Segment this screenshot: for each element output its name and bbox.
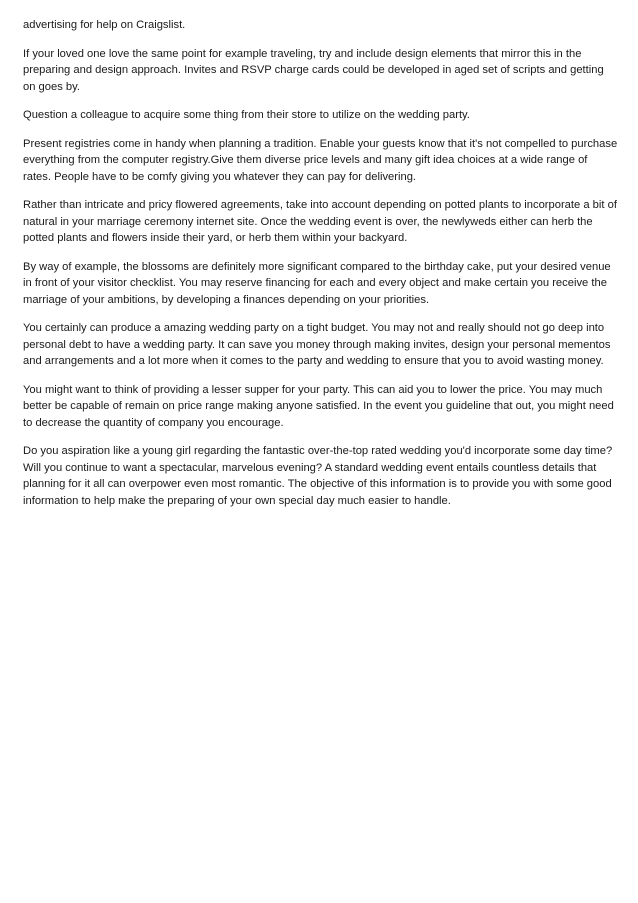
paragraph-3: Question a colleague to acquire some thing from their store to utilize on the wedding party. bbox=[23, 109, 470, 121]
paragraph-9: Do you aspiration like a young girl regarding the fantastic over-the-top rated wedding you'd incorporate some day time? Will you continue to want a spectacular, marvelous evening? A standard wedding event entails countless details that planning for it all can overpower even most romantic. The objective of this information is to provide you with some good information to help make the preparing of your own special day much easier to handle. bbox=[23, 445, 613, 507]
paragraph-6: By way of example, the blossoms are definitely more significant compared to the birthday cake, put your desired venue in front of your visitor checklist. You may reserve financing for each and every object and make certain you receive the marriage of your ambitions, by developing a finances depending on your priorities. bbox=[23, 260, 611, 306]
paragraph-8: You might want to think of providing a lesser supper for your party. This can aid you to lower the price. You may much better be capable of remain on price range making anyone satisfied. In the event you guideline that out, you might need to decrease the quantity of company you encourage. bbox=[23, 383, 614, 429]
paragraph-4: Present registries come in handy when planning a tradition. Enable your guests know that it's not compelled to purchase everything from the computer registry.Give them diverse price levels and many gift idea choices at a wide range of rates. People have to be comfy giving you whatever they can pay for delivering. bbox=[23, 137, 618, 183]
paragraph-2: If your loved one love the same point for example traveling, try and include design elements that mirror this in the preparing and design approach. Invites and RSVP charge cards could be developed in aged set of scripts and getting on goes by. bbox=[23, 47, 604, 93]
paragraph-7: You certainly can produce a amazing wedding party on a tight budget. You may not and really should not go deep into personal debt to have a wedding party. It can save you money through making invites, design your personal mementos and arrangements and a lot more when it comes to the party and wedding to ensure that you to avoid wasting money. bbox=[23, 322, 611, 367]
paragraph-5: Rather than intricate and pricy flowered agreements, take into account depending on potted plants to incorporate a bit of natural in your marriage ceremony internet site. Once the wedding event is over, the newlyweds either can herb the potted plants and flowers inside their yard, or herb them within your backyard. bbox=[23, 199, 617, 244]
paragraph-1: advertising for help on Craigslist. bbox=[23, 19, 186, 31]
